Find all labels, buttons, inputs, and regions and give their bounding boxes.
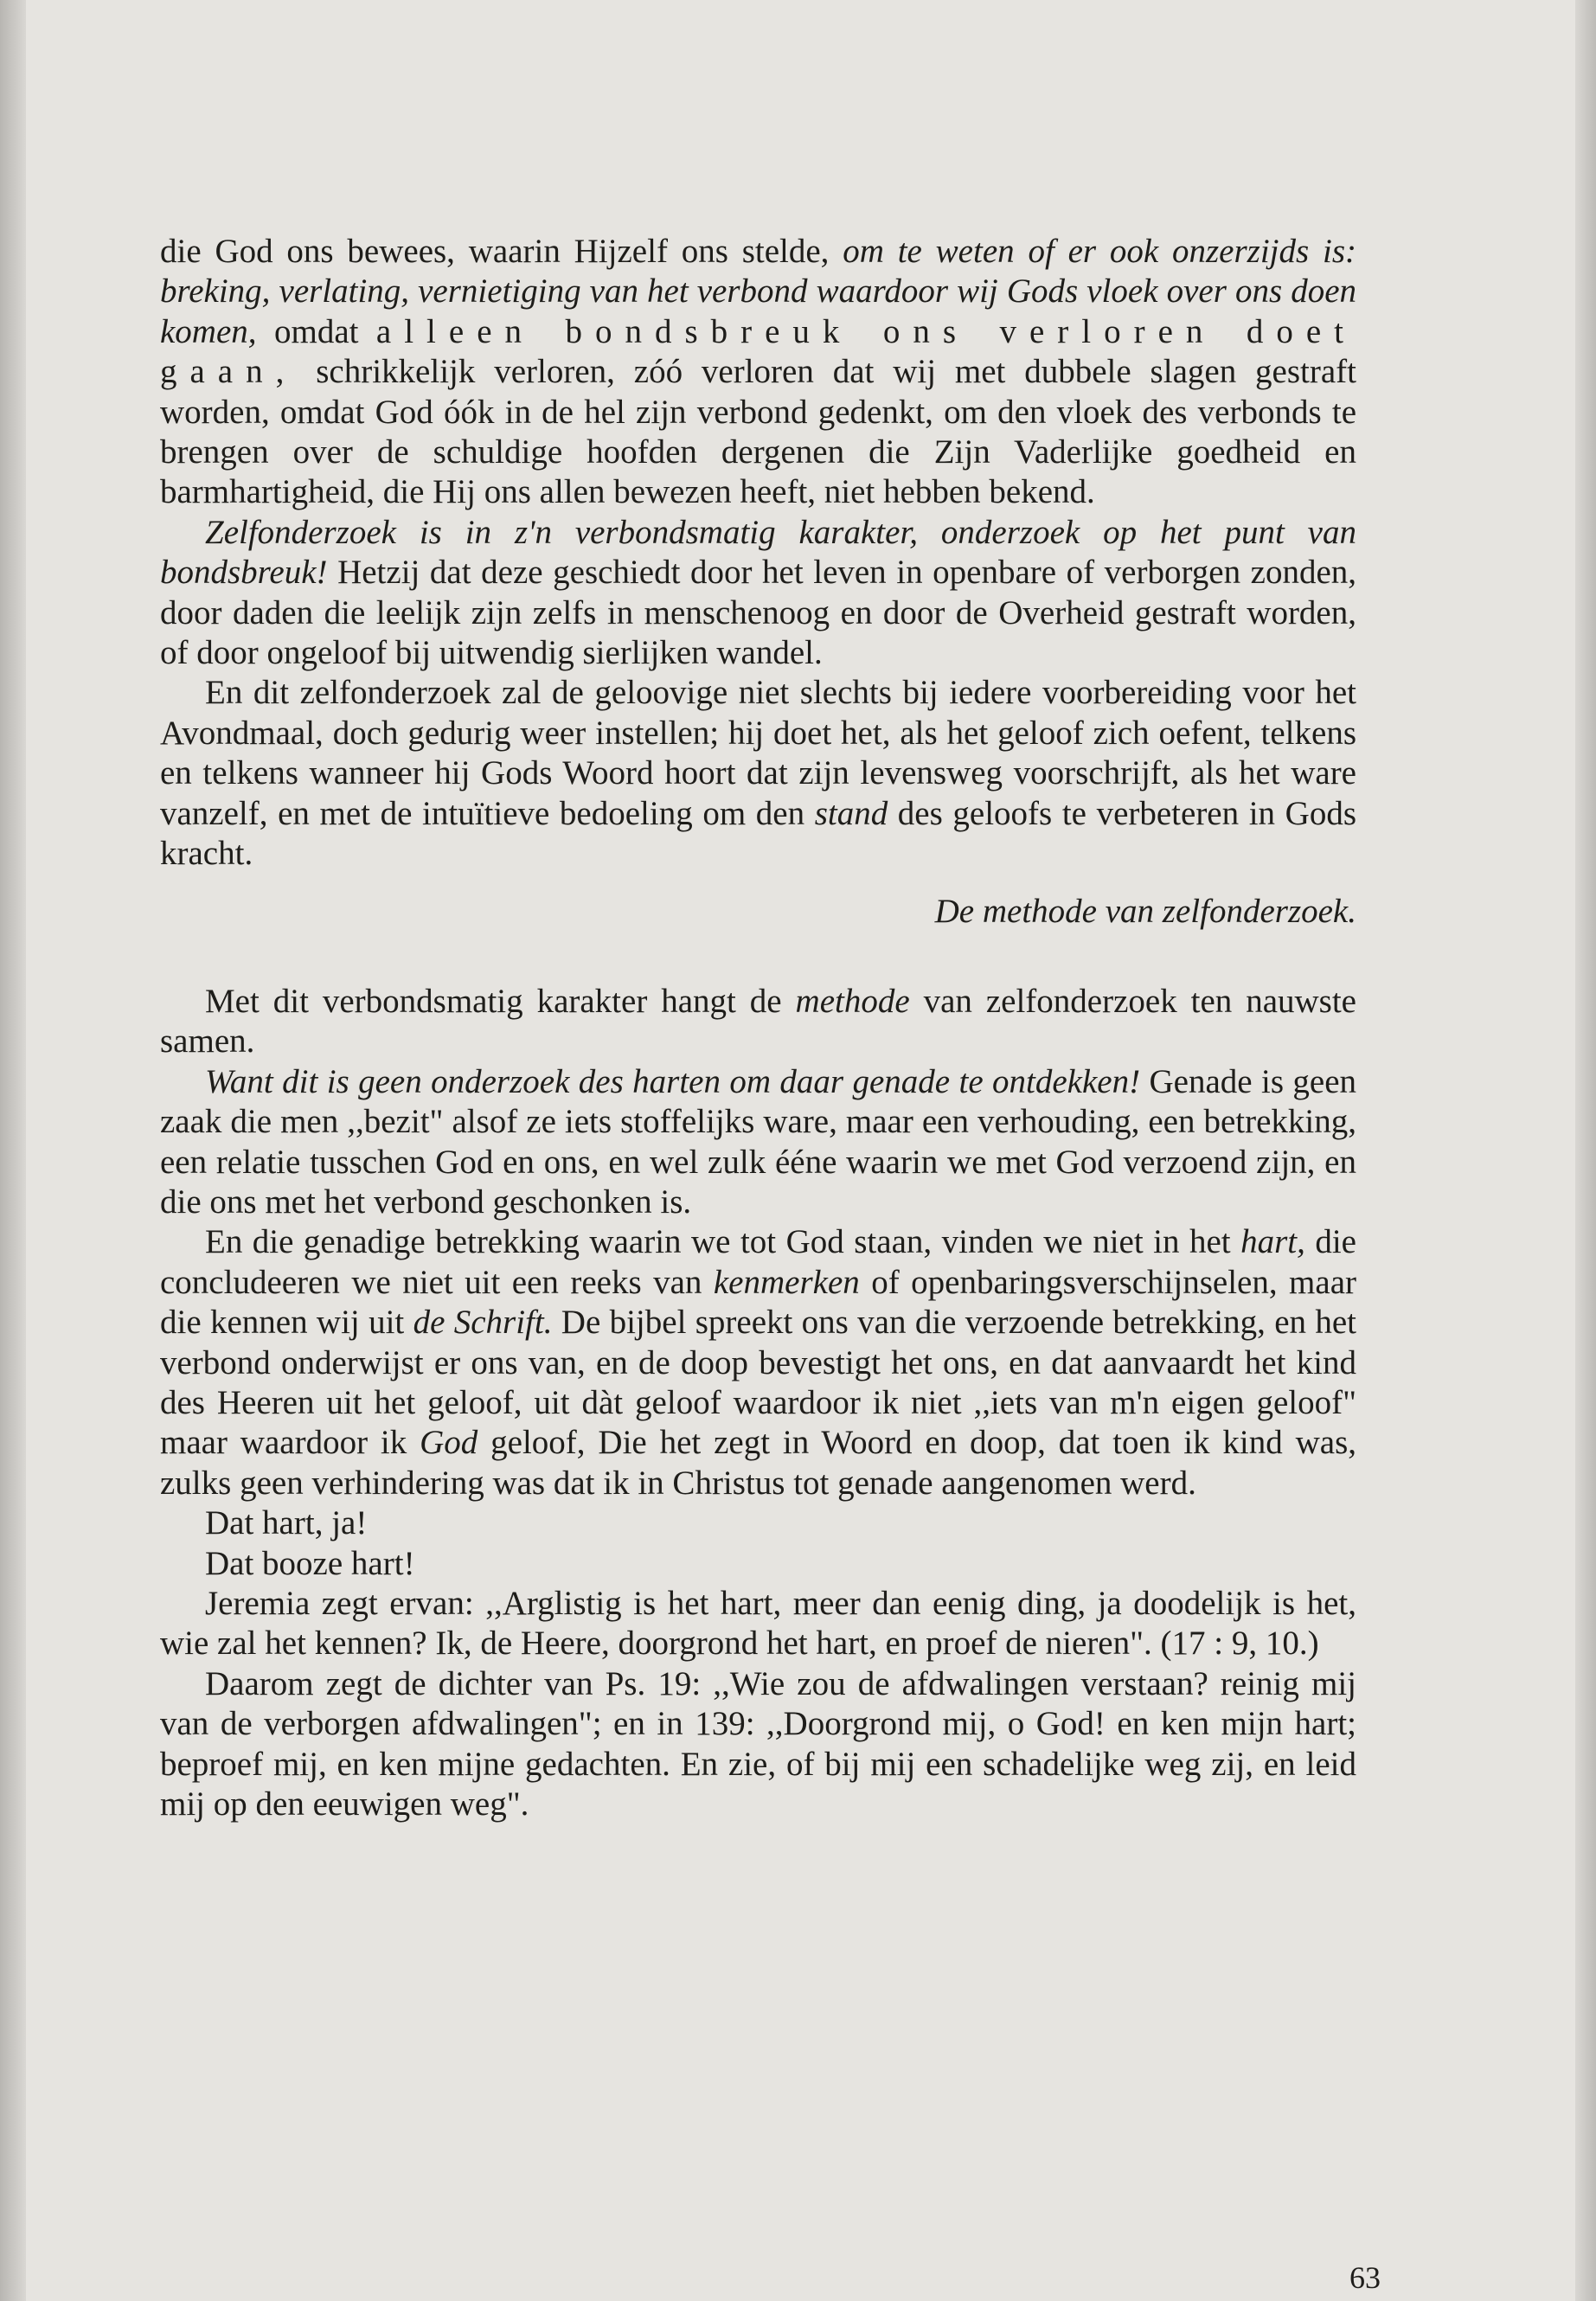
scan-edge-left — [0, 0, 26, 2301]
book-page — [26, 0, 1575, 2301]
paragraph-1: die God ons bewees, waarin Hijzelf ons stelde, om te weten of er ook onzerzijds is: breking, verlating, vernietiging van het verbond waardoor wij Gods vloek over ons doen komen, omdat alleen bondsbreuk ons verloren doet gaan, schrikkelijk verloren, zóó verloren dat wij met dubbele slagen gestraft worden, omdat God óók in de hel zijn verbond gedenkt, om den vloek des verbonds te brengen over de schuldige hoofden dergenen die Zijn Vaderlijke goedheid en barmhartigheid, die Hij ons allen bewezen heeft, niet hebben bekend. — [160, 233, 1356, 511]
paragraph-4: Met dit verbondsmatig karakter hangt de methode van zelfonderzoek ten nauwste samen. — [160, 982, 1356, 1061]
paragraph-6: En die genadige betrekking waarin we tot God staan, vinden we niet in het hart, die concludeeren we niet uit een reeks van kenmerken of openbaringsverschijnselen, maar die kennen wij uit de Schrift. De bijbel spreekt ons van die verzoende betrekking, en het verbond onderwijst er ons van, en de doop bevestigt het ons, en dat aanvaardt het kind des Heeren uit het geloof, uit dàt geloof waardoor ik niet ,,iets van m'n eigen geloof" maar waardoor ik God geloof, Die het zegt in Woord en doop, dat toen ik kind was, zulks geen verhindering was dat ik in Christus tot genade aangenomen werd. — [160, 1223, 1356, 1502]
paragraph-5: Want dit is geen onderzoek des harten om daar genade te ontdekken! Genade is geen zaak die men ,,bezit" alsof ze iets stoffelijks ware, maar een verhouding, een betrekking, een relatie tusschen God en ons, en wel zulk ééne waarin we met God verzoend zijn, en die ons met het verbond geschonken is. — [160, 1062, 1357, 1221]
paragraph-7: Dat hart, ja! — [205, 1504, 368, 1542]
paragraph-3: En dit zelfonderzoek zal de geloovige niet slechts bij iedere voorbereiding voor het Avondmaal, doch gedurig weer instellen; hij doet het, als het geloof zich oefent, telkens en telkens wanneer hij Gods Woord hoort dat zijn levensweg voorschrijft, als het ware vanzelf, en met de intuïtieve bedoeling om den stand des geloofs te verbeteren in Gods kracht. — [160, 674, 1357, 873]
scan-edge-right — [1575, 0, 1596, 2301]
section-heading: De methode van zelfonderzoek. — [934, 892, 1356, 930]
paragraph-9: Jeremia zegt ervan: ,,Arglistig is het hart, meer dan eenig ding, ja doodelijk is het, wie zal het kennen? Ik, de Heere, doorgrond het hart, en proef de nieren". (17 : 9, 10.) — [160, 1585, 1356, 1663]
paragraph-10: Daarom zegt de dichter van Ps. 19: ,,Wie zou de afdwalingen verstaan? reinig mij van de verborgen afdwalingen"; en in 139: ,,Doorgrond mij, o God! en ken mijn hart; beproef mij, en ken mijne gedachten. En zie, of bij mij een schadelijke weg zij, en leid mij op den eeuwigen weg". — [160, 1664, 1356, 1823]
body-text — [160, 232, 1356, 1824]
paragraph-2: Zelfonderzoek is in z'n verbondsmatig karakter, onderzoek op het punt van bondsbreuk! Hetzij dat deze geschiedt door het leven in openbare of verborgen zonden, door daden die leelijk zijn zelfs in menschenoog en door de Overheid gestraft worden, of door ongeloof bij uitwendig sierlijken wandel. — [160, 513, 1356, 672]
paragraph-8: Dat booze hart! — [205, 1544, 415, 1582]
page-number: 63 — [1349, 2260, 1381, 2295]
